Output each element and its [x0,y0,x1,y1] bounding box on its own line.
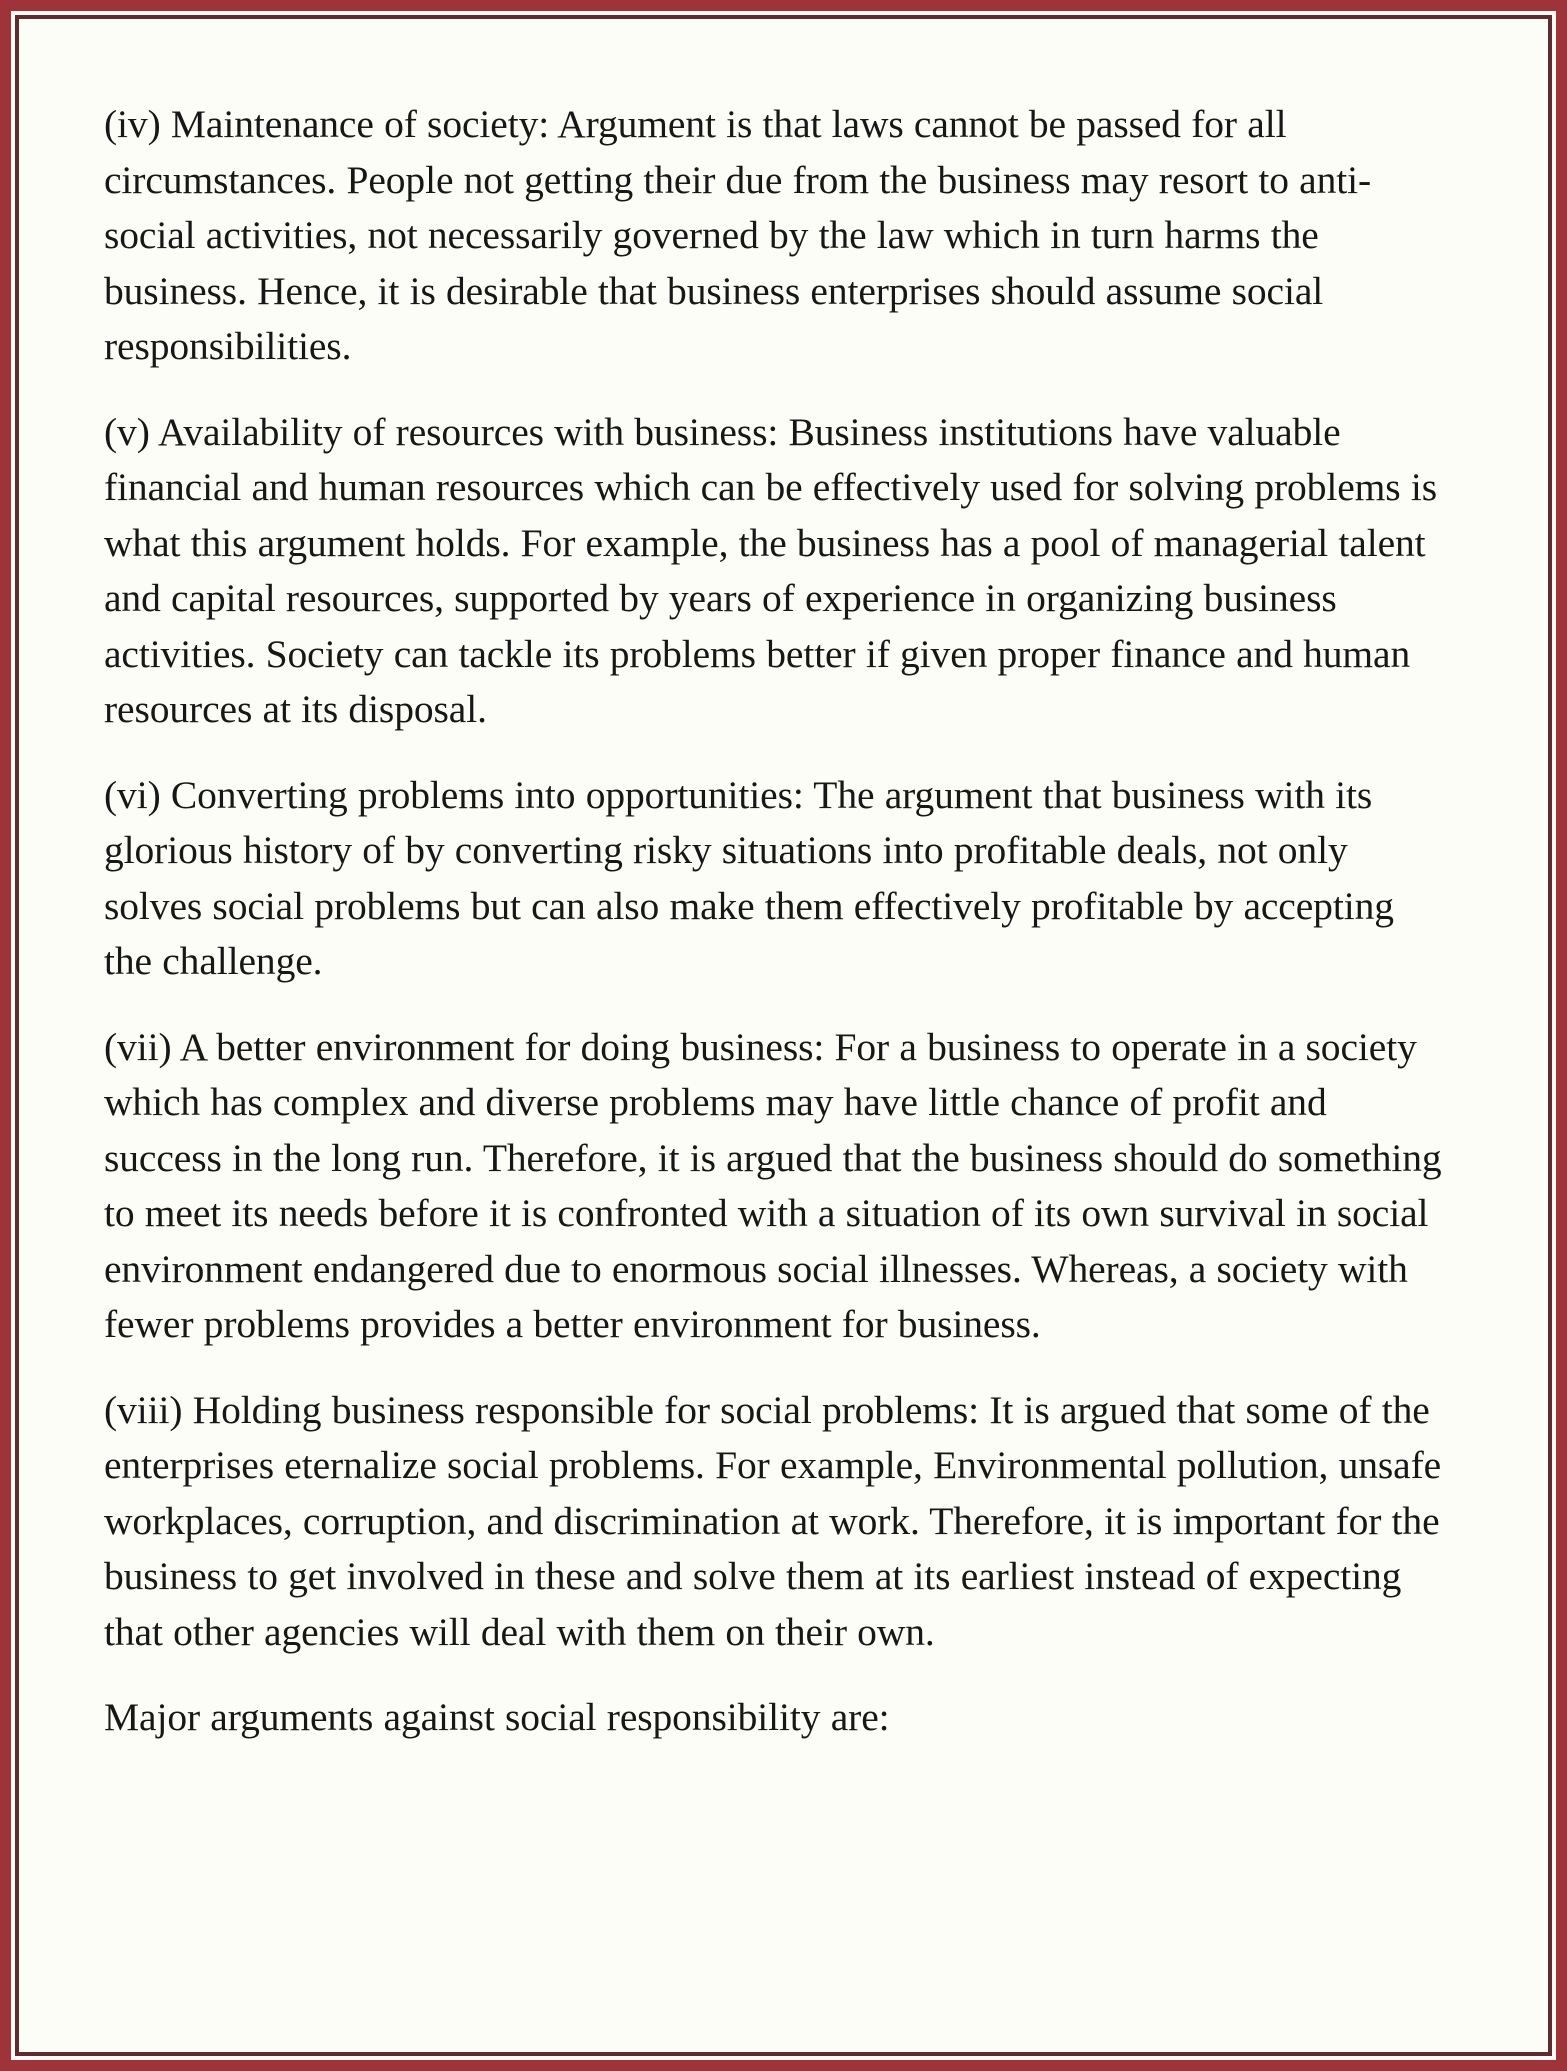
document-text-body [19,19,1548,1746]
page-border-inner-rule [15,15,1552,2056]
document-page [19,19,1548,2052]
page-border-gap [11,11,1556,2060]
paragraph-v: (v) Availability of resources with business: Business institutions have valuable financial and human resources which can be effectively used for solving problems is what this argument holds. For example, the business has a pool of managerial talent and capital resources, supported by years of experience in organizing business activities. Society can tackle its problems better if given proper finance and human resources at its disposal. [104,409,1437,731]
paragraph-iv: (iv) Maintenance of society: Argument is that laws cannot be passed for all circumstances. People not getting their due from the business may resort to anti-social activities, not necessarily governed by the law which in turn harms the business. Hence, it is desirable that business enterprises should assume social responsibilities. [104,102,1372,368]
paragraph-vii: (vii) A better environment for doing business: For a business to operate in a society which has complex and diverse problems may have little chance of profit and success in the long run. Therefore, it is argued that the business should do something to meet its needs before it is confronted with a situation of its own survival in social environment endangered due to enormous social illnesses. Whereas, a society with fewer problems provides a better environment for business. [104,1024,1442,1346]
paragraph-viii: (viii) Holding business responsible for social problems: It is argued that some of the enterprises eternalize social problems. For example, Environmental pollution, unsafe workplaces, corruption, and discrimination at work. Therefore, it is important for the business to get involved in these and solve them at its earliest instead of expecting that other agencies will deal with them on their own. [104,1387,1442,1654]
paragraph-closing-line: Major arguments against social responsibility are: [104,1695,890,1739]
paragraph-vi: (vi) Converting problems into opportunities: The argument that business with its glorious history of by converting risky situations into profitable deals, not only solves social problems but can also make them effectively profitable by accepting the challenge. [104,772,1394,983]
